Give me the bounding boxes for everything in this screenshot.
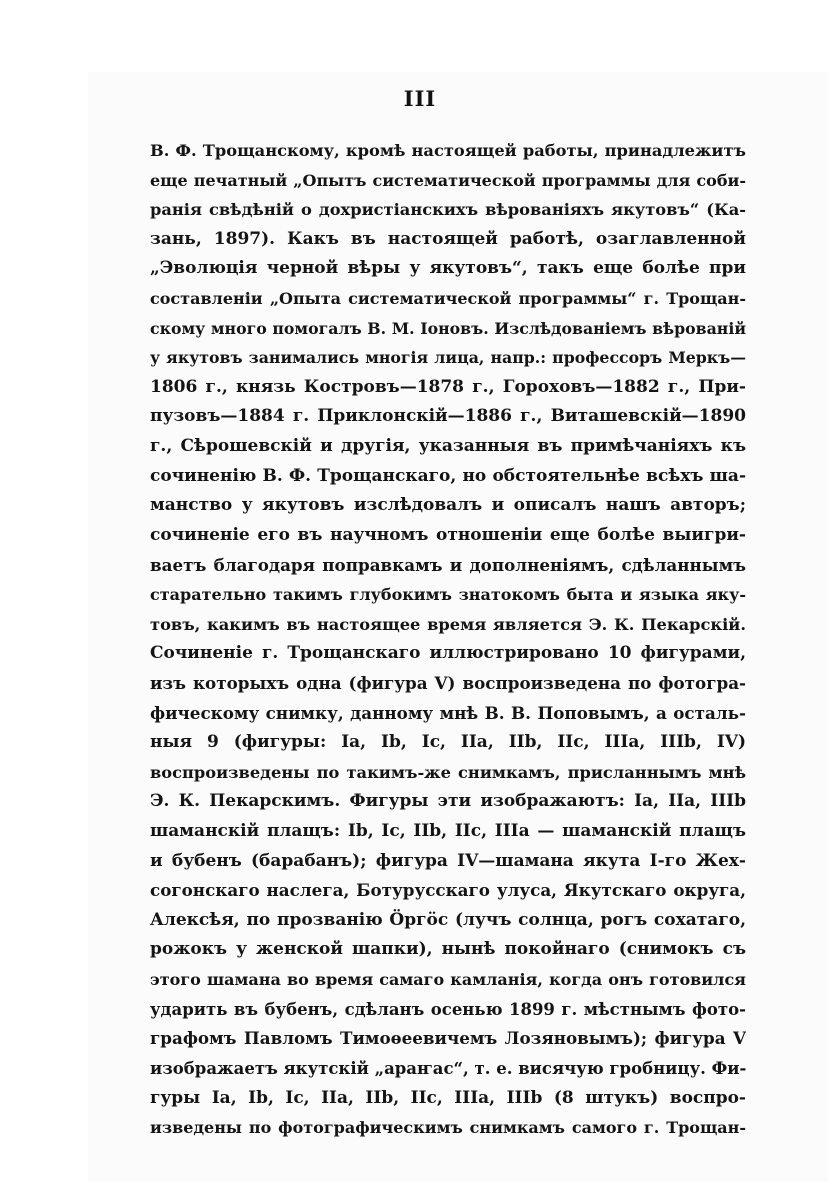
text-line: сочиненію В. Ф. Трощанскаго, но обстоятельнѣе всѣхъ ша- xyxy=(150,465,746,486)
text-line: Сочиненіе г. Трощанскаго иллюстрировано 10 фигурами, xyxy=(150,643,746,664)
text-line: В. Ф. Трощанскому, кромѣ настоящей работы, принадлежитъ xyxy=(150,141,746,160)
text-line: Алексѣя, по прозванію Ӧргӧс (лучъ солнца, рогъ сохатаго, xyxy=(150,909,746,930)
text-line: ныя 9 (фигуры: Ia, Ib, Ic, IIa, IIb, IIc, IIIa, IIIb, IV) xyxy=(150,732,746,753)
text-line: изображаетъ якутскій „араҥас“, т. е. висячую гробницу. Фи- xyxy=(150,1058,746,1078)
text-line: изъ которыхъ одна (фигура V) воспроизведена по фотогра- xyxy=(150,672,746,693)
text-line: согонскаго наслега, Ботурусскаго улуса, Якутскаго округа, xyxy=(150,880,746,901)
text-line: составленіи „Опыта систематической программы“ г. Трощан- xyxy=(150,289,746,309)
text-line: манство у якутовъ изслѣдовалъ и описалъ нашъ авторъ; xyxy=(150,495,746,516)
page-number: III xyxy=(403,86,437,111)
text-line: ударить въ бубенъ, сдѣланъ осенью 1899 г. мѣстнымъ фото- xyxy=(150,999,746,1019)
text-line: пузовъ—1884 г. Приклонскій—1886 г., Виташевскій—1890 xyxy=(150,406,746,427)
body-text xyxy=(150,136,746,1143)
text-line: „Эволюція черной вѣры у якутовъ“, такъ еще болѣе при xyxy=(150,258,746,279)
text-line: у якутовъ занимались многія лица, напр.: профессоръ Меркъ— xyxy=(150,348,746,368)
text-line: рожокъ у женской шапки), нынѣ покойнаго (снимокъ съ xyxy=(150,939,746,960)
text-line: старательно такимъ глубокимъ знатокомъ быта и языка яку- xyxy=(150,585,746,605)
text-line: шаманскій плащъ: Ib, Ic, IIb, IIc, IIIa — шаманскій плащъ xyxy=(150,821,746,842)
text-line: сочиненіе его въ научномъ отношеніи еще болѣе выигри- xyxy=(150,524,746,545)
text-line: графомъ Павломъ Тимоѳеевичемъ Лозяновымъ); фигура V xyxy=(150,1028,746,1049)
text-line: г., Сѣрошевскій и другія, указанныя въ примѣчаніяхъ къ xyxy=(150,436,746,457)
text-line: 1806 г., князь Костровъ—1878 г., Гороховъ—1882 г., При- xyxy=(150,376,746,397)
text-line: еще печатный „Опытъ систематической программы для соби- xyxy=(150,170,746,190)
text-line: ваетъ благодаря поправкамъ и дополненіямъ, сдѣланнымъ xyxy=(150,554,746,575)
text-line: этого шамана во время самаго камланія, когда онъ готовился xyxy=(150,970,746,990)
text-line: фическому снимку, данному мнѣ В. В. Поповымъ, а осталь- xyxy=(150,702,746,723)
text-line: ранія свѣдѣній о дохристіанскихъ вѣрованіяхъ якутовъ“ (Ка- xyxy=(150,200,746,220)
text-line: товъ, какимъ въ настоящее время является Э. К. Пекарскій. xyxy=(150,614,746,634)
text-line: гуры Ia, Ib, Ic, IIa, IIb, IIc, IIIa, IIIb (8 штукъ) воспро- xyxy=(150,1087,746,1108)
text-line: Э. К. Пекарскимъ. Фигуры эти изображаютъ: Ia, IIa, IIIb xyxy=(150,791,746,812)
text-line: воспроизведены по такимъ-же снимкамъ, присланнымъ мнѣ xyxy=(150,762,746,782)
text-line: скому много помогалъ В. М. Іоновъ. Изслѣдованіемъ вѣрованій xyxy=(150,318,746,338)
text-line: и бубенъ (барабанъ); фигура IV—шамана якута I-го Жех- xyxy=(150,850,746,871)
text-line: изведены по фотографическимъ снимкамъ самого г. Трощан- xyxy=(150,1118,746,1138)
text-line: зань, 1897). Какъ въ настоящей работѣ, озаглавленной xyxy=(150,228,746,249)
